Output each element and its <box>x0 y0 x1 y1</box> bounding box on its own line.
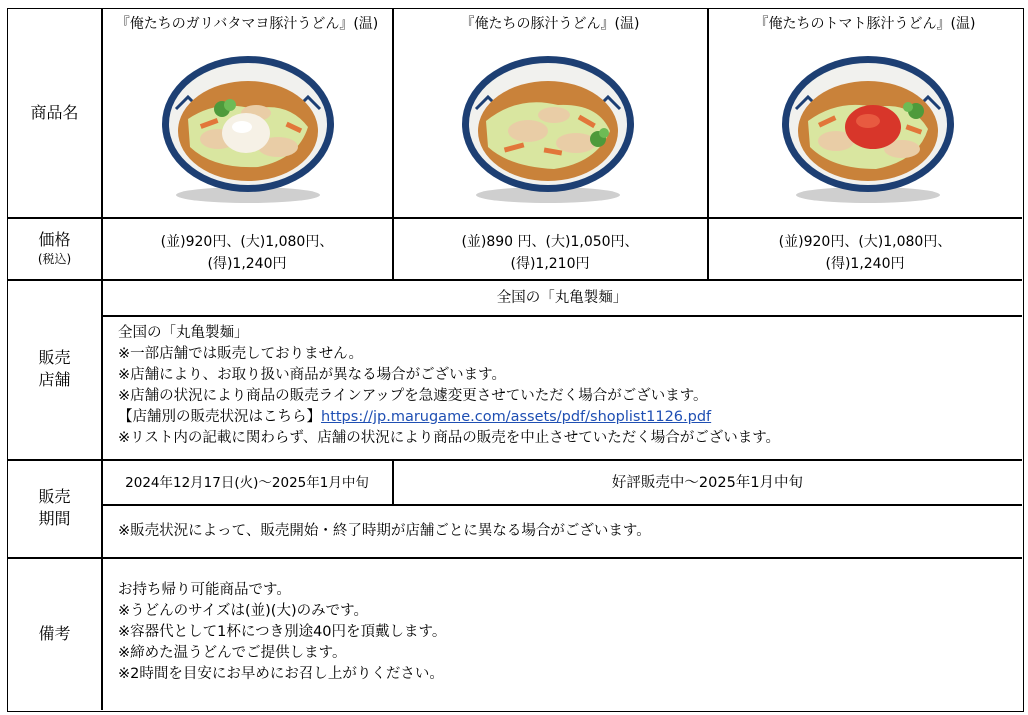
stores-title: 全国の「丸亀製麺」 <box>496 290 628 306</box>
product-name-1: 『俺たちのガリバタマヨ豚汁うどん』(温) <box>115 16 379 32</box>
shoplist-pdf-link[interactable]: https://jp.marugame.com/assets/pdf/shoplist1126.pdf <box>321 409 712 425</box>
stores-line: ※一部店舗では販売しておりません。 <box>118 346 364 362</box>
header-sub-label: (税込) <box>37 252 72 266</box>
product-name-3: 『俺たちのトマト豚汁うどん』(温) <box>754 16 976 32</box>
row-divider <box>8 279 1022 281</box>
stores-link-line <box>118 407 1018 428</box>
price-line: (並)920円、(大)1,080円、 <box>778 234 952 250</box>
price-line: (並)890 円、(大)1,050円、 <box>461 234 639 250</box>
product-table <box>7 8 1024 712</box>
stores-line: 全国の「丸亀製麺」 <box>118 325 249 341</box>
product-name-2: 『俺たちの豚汁うどん』(温) <box>460 16 640 32</box>
stores-line: ※店舗の状況により商品の販売ラインアップを急遽変更させていただく場合がございます。 <box>118 388 708 404</box>
header-period <box>8 459 101 557</box>
remarks <box>118 580 1018 685</box>
price-line: (並)920円、(大)1,080円、 <box>160 234 334 250</box>
header-price <box>8 217 101 279</box>
row-divider <box>8 459 1022 461</box>
stores-link-label: 【店舗別の販売状況はこちら】 <box>118 409 321 425</box>
col-divider <box>101 9 103 710</box>
stores-details <box>118 323 1018 449</box>
header-label: 店舗 <box>38 370 71 389</box>
stores-line: ※店舗により、お取り扱い商品が異なる場合がございます。 <box>118 367 506 383</box>
period-first-product: 2024年12月17日(火)～2025年1月中旬 <box>125 475 369 491</box>
price-1 <box>102 231 392 275</box>
remark-line: ※容器代として1杯につき別途40円を頂戴します。 <box>118 624 447 640</box>
inner-divider <box>101 315 1022 317</box>
udon-bowl-image-2 <box>458 49 638 204</box>
header-product-name <box>8 9 101 217</box>
row-divider <box>8 557 1022 559</box>
header-label: 販売 <box>38 487 71 506</box>
remark-line: ※うどんのサイズは(並)(大)のみです。 <box>118 603 368 619</box>
header-label: 商品名 <box>30 103 79 122</box>
udon-bowl-image-1 <box>158 49 338 204</box>
row-divider <box>8 217 1022 219</box>
price-3 <box>708 231 1022 275</box>
header-remarks <box>8 557 101 710</box>
header-stores <box>8 279 101 459</box>
price-line: (得)1,210円 <box>510 256 590 272</box>
period-note: ※販売状況によって、販売開始・終了時期が店舗ごとに異なる場合がございます。 <box>118 523 651 539</box>
remark-line: ※締めた温うどんでご提供します。 <box>118 645 347 661</box>
remark-line: ※2時間を目安にお早めにお召し上がりください。 <box>118 666 444 682</box>
udon-bowl-image-3 <box>778 49 958 204</box>
price-2 <box>393 231 707 275</box>
header-label: 価格 <box>38 230 71 249</box>
header-label: 販売 <box>38 348 71 367</box>
inner-divider <box>101 504 1022 506</box>
period-other-products: 好評販売中～2025年1月中旬 <box>611 475 804 491</box>
stores-line: ※リスト内の記載に関わらず、店舗の状況により商品の販売を中止させていただく場合がございます。 <box>118 430 781 446</box>
header-label: 備考 <box>38 623 71 643</box>
header-label: 期間 <box>38 509 71 528</box>
price-line: (得)1,240円 <box>825 256 905 272</box>
remark-line: お持ち帰り可能商品です。 <box>118 582 291 598</box>
price-line: (得)1,240円 <box>207 256 287 272</box>
